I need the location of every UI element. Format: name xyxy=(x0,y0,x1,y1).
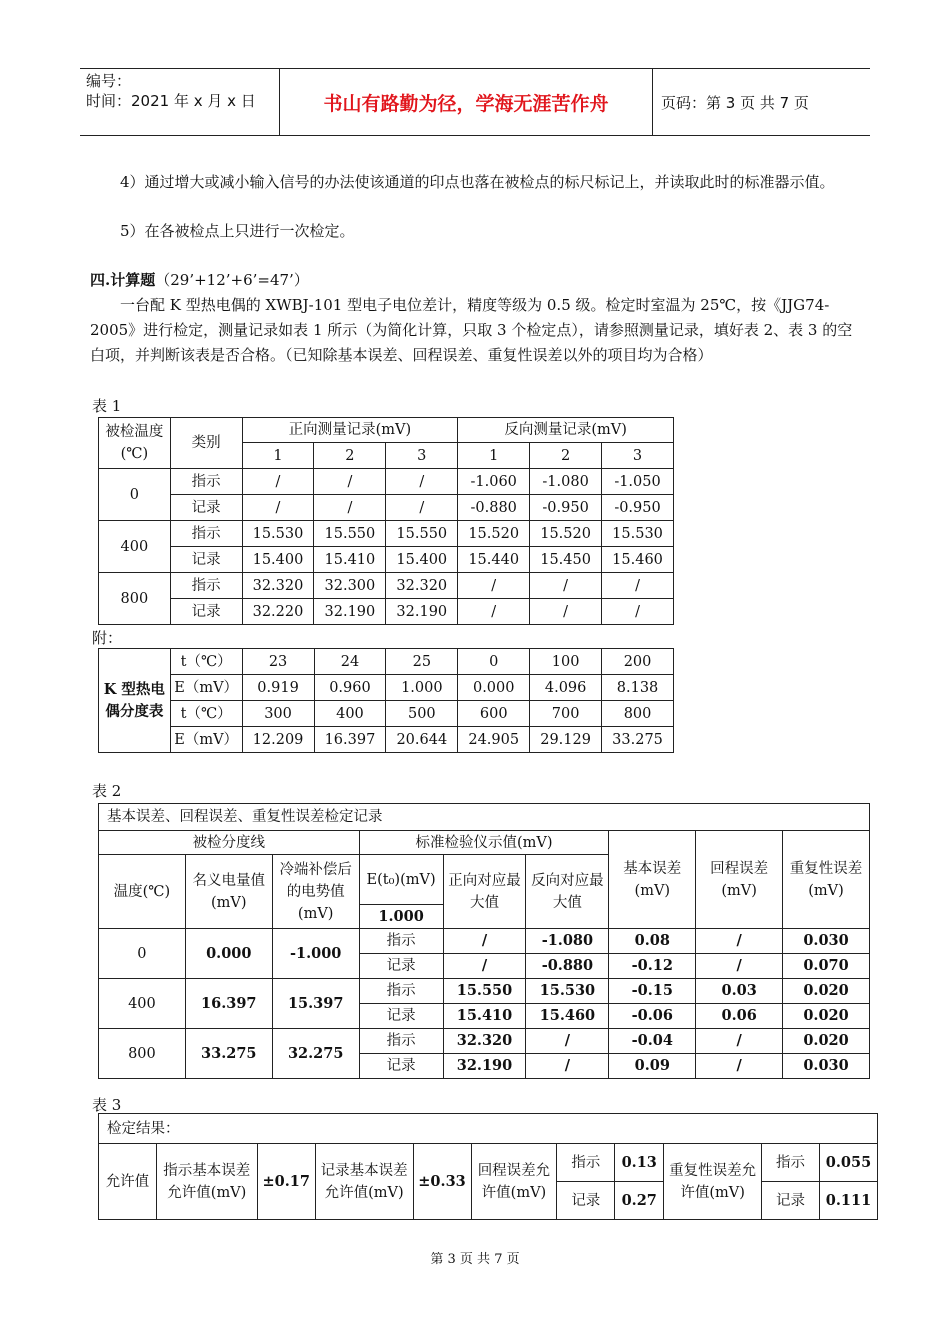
table2-rep-cell: 0.020 xyxy=(783,1029,870,1054)
section-points: （29’+12’+6’=47’） xyxy=(155,271,309,289)
table1-header-num: 3 xyxy=(386,443,458,469)
table3-return-rec-value: 0.27 xyxy=(615,1182,664,1220)
table3 xyxy=(98,1113,878,1220)
table2-type-cell: 记录 xyxy=(359,954,443,979)
table1-value-cell: -1.080 xyxy=(530,469,602,495)
appendix-value-cell: 0 xyxy=(458,649,530,675)
table1-value-cell: 15.450 xyxy=(530,547,602,573)
header-motto: 书山有路勤为径，学海无涯苦作舟 xyxy=(280,69,653,135)
appendix-value-cell: 24 xyxy=(314,649,386,675)
table1-header-num: 3 xyxy=(602,443,674,469)
table2-header-reverse: 反向对应最大值 xyxy=(526,855,609,929)
table3-repeat-rec-value: 0.111 xyxy=(819,1182,877,1220)
table2-rev-cell: / xyxy=(526,1054,609,1079)
table1-value-cell: 32.320 xyxy=(242,573,314,599)
table3-rec-basic-value: ±0.33 xyxy=(413,1144,471,1220)
table1-value-cell: 15.410 xyxy=(314,547,386,573)
table1-row xyxy=(99,599,674,625)
appendix-table xyxy=(98,648,674,753)
table1-value-cell: / xyxy=(458,599,530,625)
table1-header-num: 2 xyxy=(530,443,602,469)
appendix-value-cell: 0.960 xyxy=(314,675,386,701)
table1-value-cell: -1.050 xyxy=(602,469,674,495)
table1-header-forward: 正向测量记录(mV) xyxy=(242,418,458,443)
table3-repeat-rec-label: 记录 xyxy=(762,1182,820,1220)
table2-header-return: 回程误差(mV) xyxy=(696,831,783,929)
table1-temp-cell: 400 xyxy=(99,521,171,573)
appendix-value-cell: 600 xyxy=(458,701,530,727)
table1-header-num: 1 xyxy=(458,443,530,469)
section-heading xyxy=(90,268,860,293)
appendix-label-cell: E（mV） xyxy=(170,727,242,753)
table2-basic-cell: -0.15 xyxy=(609,979,696,1004)
table2-nominal-cell: 33.275 xyxy=(185,1029,272,1079)
table2-rep-cell: 0.070 xyxy=(783,954,870,979)
table2-type-cell: 指示 xyxy=(359,979,443,1004)
table1-value-cell: 15.520 xyxy=(530,521,602,547)
table2-ret-cell: 0.03 xyxy=(696,979,783,1004)
table2-basic-cell: 0.08 xyxy=(609,929,696,954)
table1-row xyxy=(99,547,674,573)
table2-ret-cell: 0.06 xyxy=(696,1004,783,1029)
table1-value-cell: 15.400 xyxy=(386,547,458,573)
table3-rec-basic-label: 记录基本误差允许值(mV) xyxy=(315,1144,413,1220)
appendix-label-cell: t（℃） xyxy=(170,649,242,675)
table2-type-cell: 记录 xyxy=(359,1054,443,1079)
table1-value-cell: 15.400 xyxy=(242,547,314,573)
appendix-value-cell: 800 xyxy=(602,701,674,727)
page-header xyxy=(80,68,870,136)
table1-value-cell: 15.550 xyxy=(314,521,386,547)
appendix-value-cell: 20.644 xyxy=(386,727,458,753)
table1-type-cell: 指示 xyxy=(170,469,242,495)
table2-ret-cell: / xyxy=(696,1029,783,1054)
table2-fwd-cell: 15.550 xyxy=(443,979,526,1004)
table1-value-cell: / xyxy=(314,469,386,495)
header-page-number: 页码：第 3 页 共 7 页 xyxy=(661,93,809,112)
table1-type-cell: 指示 xyxy=(170,521,242,547)
table2-nominal-cell: 0.000 xyxy=(185,929,272,979)
appendix-value-cell: 29.129 xyxy=(530,727,602,753)
table3-title: 检定结果： xyxy=(99,1114,878,1144)
appendix-value-cell: 0.000 xyxy=(458,675,530,701)
table1-type-cell: 记录 xyxy=(170,495,242,521)
appendix-value-cell: 500 xyxy=(386,701,458,727)
table2-rep-cell: 0.020 xyxy=(783,1004,870,1029)
table2 xyxy=(98,803,870,1079)
table2-type-cell: 指示 xyxy=(359,929,443,954)
table1-value-cell: / xyxy=(458,573,530,599)
table1-value-cell: / xyxy=(530,573,602,599)
table3-return-label: 回程误差允许值(mV) xyxy=(471,1144,557,1220)
doc-number-label: 编号： xyxy=(86,72,132,90)
table1-caption: 表 1 xyxy=(92,397,122,415)
table2-caption: 表 2 xyxy=(92,782,122,800)
table2-rev-cell: -0.880 xyxy=(526,954,609,979)
table1-value-cell: / xyxy=(386,469,458,495)
table3-return-ind-value: 0.13 xyxy=(615,1144,664,1182)
table1-temp-cell: 800 xyxy=(99,573,171,625)
table2-header-eto: E(t₀)(mV) xyxy=(359,855,443,905)
table1-value-cell: -0.880 xyxy=(458,495,530,521)
table3-ind-basic-value: ±0.17 xyxy=(257,1144,315,1220)
table1-value-cell: / xyxy=(602,599,674,625)
table2-basic-cell: -0.12 xyxy=(609,954,696,979)
table1-value-cell: -0.950 xyxy=(530,495,602,521)
appendix-row xyxy=(99,649,674,675)
table3-return-ind-label: 指示 xyxy=(557,1144,615,1182)
table2-fwd-cell: 15.410 xyxy=(443,1004,526,1029)
appendix-value-cell: 100 xyxy=(530,649,602,675)
table1-value-cell: / xyxy=(530,599,602,625)
table2-ret-cell: / xyxy=(696,954,783,979)
appendix-row xyxy=(99,675,674,701)
table2-eto-value: 1.000 xyxy=(359,905,443,929)
section-title: 四.计算题 xyxy=(90,271,156,289)
table2-header-forward: 正向对应最大值 xyxy=(443,855,526,929)
table2-header-standard: 标准检验仪示值(mV) xyxy=(359,831,609,855)
step-5-text: 5）在各被检点上只进行一次检定。 xyxy=(120,222,355,240)
table1-header-type: 类别 xyxy=(170,418,242,469)
appendix-value-cell: 8.138 xyxy=(602,675,674,701)
table2-header-nominal: 名义电量值(mV) xyxy=(185,855,272,929)
table2-header-temp: 温度(℃) xyxy=(99,855,186,929)
table2-header-basic: 基本误差(mV) xyxy=(609,831,696,929)
appendix-value-cell: 1.000 xyxy=(386,675,458,701)
table1-type-cell: 指示 xyxy=(170,573,242,599)
table1-temp-cell: 0 xyxy=(99,469,171,521)
table2-title: 基本误差、回程误差、重复性误差检定记录 xyxy=(99,804,870,831)
table1-value-cell: / xyxy=(602,573,674,599)
table2-row xyxy=(99,929,870,954)
table1-value-cell: 32.320 xyxy=(386,573,458,599)
table2-cold-cell: 32.275 xyxy=(272,1029,359,1079)
table3-caption: 表 3 xyxy=(92,1096,122,1114)
appendix-value-cell: 200 xyxy=(602,649,674,675)
table1-header-temp: 被检温度(℃) xyxy=(99,418,171,469)
table2-header-division: 被检分度线 xyxy=(99,831,360,855)
appendix-value-cell: 4.096 xyxy=(530,675,602,701)
table2-type-cell: 指示 xyxy=(359,1029,443,1054)
table1 xyxy=(98,417,674,625)
table1-row xyxy=(99,469,674,495)
table1-value-cell: 15.530 xyxy=(242,521,314,547)
table2-row xyxy=(99,1029,870,1054)
problem-text: 一台配 K 型热电偶的 XWBJ-101 型电子电位差计，精度等级为 0.5 级。检定时室温为 25℃，按《JJG74-2005》进行检定，测量记录如表 1 所示（为简化计算，只取 3 个检定点），请参照测量记录，填好表 2、表 3 的空白项，并判断该表是否合格。（已知除基本误差、回程误差、重复性误差以外的项目均为合格） xyxy=(90,296,853,364)
table2-rev-cell: -1.080 xyxy=(526,929,609,954)
table2-rep-cell: 0.020 xyxy=(783,979,870,1004)
appendix-value-cell: 24.905 xyxy=(458,727,530,753)
appendix-label-cell: E（mV） xyxy=(170,675,242,701)
table2-basic-cell: 0.09 xyxy=(609,1054,696,1079)
table1-value-cell: / xyxy=(242,469,314,495)
table1-value-cell: 32.190 xyxy=(386,599,458,625)
table3-repeat-label: 重复性误差允许值(mV) xyxy=(664,1144,762,1220)
table2-fwd-cell: / xyxy=(443,954,526,979)
table2-header-repeat: 重复性误差(mV) xyxy=(783,831,870,929)
appendix-value-cell: 25 xyxy=(386,649,458,675)
appendix-row xyxy=(99,701,674,727)
table1-header-num: 1 xyxy=(242,443,314,469)
doc-date-label: 时间：2021 年 x 月 x 日 xyxy=(86,92,256,110)
table3-repeat-ind-value: 0.055 xyxy=(819,1144,877,1182)
table2-temp-cell: 0 xyxy=(99,929,186,979)
table1-value-cell: 32.190 xyxy=(314,599,386,625)
table3-ind-basic-label: 指示基本误差允许值(mV) xyxy=(156,1144,257,1220)
table1-value-cell: 32.220 xyxy=(242,599,314,625)
table2-type-cell: 记录 xyxy=(359,1004,443,1029)
table1-value-cell: -1.060 xyxy=(458,469,530,495)
appendix-title-cell: K 型热电偶分度表 xyxy=(99,649,171,753)
table1-value-cell: -0.950 xyxy=(602,495,674,521)
table2-header-cold: 冷端补偿后的电势值(mV) xyxy=(272,855,359,929)
table1-value-cell: / xyxy=(386,495,458,521)
table2-fwd-cell: / xyxy=(443,929,526,954)
table1-value-cell: 15.460 xyxy=(602,547,674,573)
table2-fwd-cell: 32.320 xyxy=(443,1029,526,1054)
table2-row xyxy=(99,979,870,1004)
appendix-value-cell: 23 xyxy=(242,649,314,675)
table1-header-reverse: 反向测量记录(mV) xyxy=(458,418,674,443)
table1-value-cell: 15.530 xyxy=(602,521,674,547)
appendix-value-cell: 400 xyxy=(314,701,386,727)
table2-basic-cell: -0.04 xyxy=(609,1029,696,1054)
table3-return-rec-label: 记录 xyxy=(557,1182,615,1220)
step-4-text: 4）通过增大或减小输入信号的办法使该通道的印点也落在被检点的标尺标记上，并读取此时的标准器示值。 xyxy=(120,173,835,191)
table2-basic-cell: -0.06 xyxy=(609,1004,696,1029)
table2-temp-cell: 800 xyxy=(99,1029,186,1079)
table2-rep-cell: 0.030 xyxy=(783,929,870,954)
table1-value-cell: 32.300 xyxy=(314,573,386,599)
appendix-caption: 附： xyxy=(92,629,123,647)
header-meta xyxy=(80,69,280,135)
appendix-value-cell: 700 xyxy=(530,701,602,727)
table2-temp-cell: 400 xyxy=(99,979,186,1029)
table1-header-num: 2 xyxy=(314,443,386,469)
appendix-row xyxy=(99,727,674,753)
table2-rev-cell: 15.460 xyxy=(526,1004,609,1029)
appendix-value-cell: 12.209 xyxy=(242,727,314,753)
table3-repeat-ind-label: 指示 xyxy=(762,1144,820,1182)
page-footer: 第 3 页 共 7 页 xyxy=(430,1252,520,1267)
table1-value-cell: / xyxy=(314,495,386,521)
table2-ret-cell: / xyxy=(696,929,783,954)
table2-rep-cell: 0.030 xyxy=(783,1054,870,1079)
appendix-value-cell: 0.919 xyxy=(242,675,314,701)
table2-rev-cell: 15.530 xyxy=(526,979,609,1004)
appendix-value-cell: 16.397 xyxy=(314,727,386,753)
table1-value-cell: / xyxy=(242,495,314,521)
table3-allow-label: 允许值 xyxy=(99,1144,157,1220)
appendix-value-cell: 300 xyxy=(242,701,314,727)
table1-value-cell: 15.440 xyxy=(458,547,530,573)
table1-type-cell: 记录 xyxy=(170,599,242,625)
table2-cold-cell: -1.000 xyxy=(272,929,359,979)
table2-fwd-cell: 32.190 xyxy=(443,1054,526,1079)
appendix-label-cell: t（℃） xyxy=(170,701,242,727)
table1-value-cell: 15.550 xyxy=(386,521,458,547)
table1-type-cell: 记录 xyxy=(170,547,242,573)
table2-ret-cell: / xyxy=(696,1054,783,1079)
table2-nominal-cell: 16.397 xyxy=(185,979,272,1029)
table1-row xyxy=(99,521,674,547)
table2-cold-cell: 15.397 xyxy=(272,979,359,1029)
table1-row xyxy=(99,495,674,521)
table2-rev-cell: / xyxy=(526,1029,609,1054)
table1-value-cell: 15.520 xyxy=(458,521,530,547)
table1-row xyxy=(99,573,674,599)
appendix-value-cell: 33.275 xyxy=(602,727,674,753)
